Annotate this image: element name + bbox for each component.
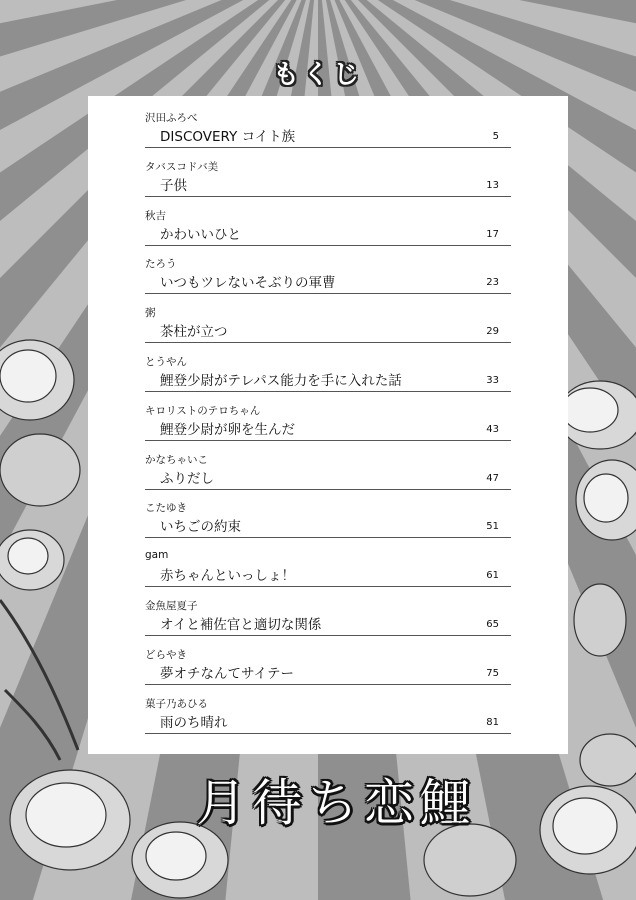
toc-entry [145, 500, 511, 548]
toc-author: 粥 [145, 307, 156, 320]
toc-page-number: 81 [486, 716, 499, 728]
toc-entry [145, 598, 511, 646]
toc-page-number: 13 [486, 179, 499, 191]
toc-author: 菓子乃あひる [145, 697, 208, 710]
toc-divider [145, 342, 511, 343]
toc-entry [145, 110, 511, 158]
toc-author: たろう [145, 258, 177, 271]
toc-title: 鯉登少尉がテレパス能力を手に入れた話 [160, 373, 402, 389]
toc-title: かわいいひと [160, 226, 241, 243]
toc-divider [145, 440, 511, 441]
toc-author: gam [145, 549, 169, 562]
toc-page-number: 51 [486, 521, 499, 533]
toc-title: 雨のち晴れ [160, 714, 228, 731]
toc-entry [145, 696, 511, 744]
toc-title: いつもツレないそぶりの軍曹 [160, 275, 336, 292]
toc-title: いちごの約束 [160, 519, 241, 536]
toc-author: どらやき [145, 648, 187, 661]
toc-author: とうやん [145, 356, 187, 368]
toc-title: 子供 [160, 177, 187, 194]
toc-divider [145, 196, 511, 197]
toc-title: DISCOVERY コイト族 [160, 129, 296, 145]
toc-divider [145, 684, 511, 685]
toc-author: こたゆき [145, 502, 187, 515]
toc-page-number: 5 [492, 131, 499, 142]
toc-entry [145, 354, 511, 402]
toc-author: 沢田ふろべ [145, 112, 198, 124]
toc-divider [145, 293, 511, 294]
toc-divider [145, 245, 511, 246]
toc-page-number: 61 [486, 570, 499, 582]
toc-page-number: 23 [486, 277, 499, 289]
book-title-logo: 月待ち恋鯉 [196, 774, 476, 832]
toc-title: ふりだし [160, 470, 214, 487]
toc-divider [145, 489, 511, 490]
toc-page-number: 29 [486, 326, 499, 338]
toc-entry [145, 256, 511, 304]
toc-title: 茶柱が立つ [160, 324, 228, 341]
toc-entry [145, 403, 511, 451]
toc-title: 鯉登少尉が卵を生んだ [160, 421, 295, 438]
toc-title: オイと補佐官と適切な関係 [160, 617, 322, 633]
toc-author: キロリストのテロちゃん [145, 404, 261, 417]
toc-page-number: 17 [486, 228, 499, 240]
table-of-contents [88, 96, 568, 754]
toc-title: 赤ちゃんといっしょ！ [160, 568, 295, 585]
toc-author: かなちゃいこ [145, 453, 208, 466]
toc-author: タバスコドバ美 [145, 160, 219, 173]
toc-entry [145, 452, 511, 500]
toc-entry [145, 305, 511, 353]
page-title: もくじ [272, 60, 363, 90]
toc-entry [145, 647, 511, 695]
toc-page-number: 47 [486, 472, 499, 484]
toc-page-number: 65 [486, 619, 499, 630]
toc-divider [145, 586, 511, 587]
toc-entry [145, 549, 511, 597]
toc-entry [145, 159, 511, 207]
toc-page-number: 33 [486, 375, 499, 386]
toc-author: 秋吉 [145, 209, 166, 222]
toc-divider [145, 391, 511, 392]
toc-divider [145, 733, 511, 734]
toc-entry [145, 208, 511, 256]
toc-author: 金魚屋夏子 [145, 600, 198, 612]
toc-divider [145, 635, 511, 636]
toc-divider [145, 147, 511, 148]
toc-page-number: 43 [486, 423, 499, 435]
toc-title: 夢オチなんてサイテー [160, 665, 295, 682]
toc-divider [145, 537, 511, 538]
toc-page-number: 75 [486, 667, 499, 679]
